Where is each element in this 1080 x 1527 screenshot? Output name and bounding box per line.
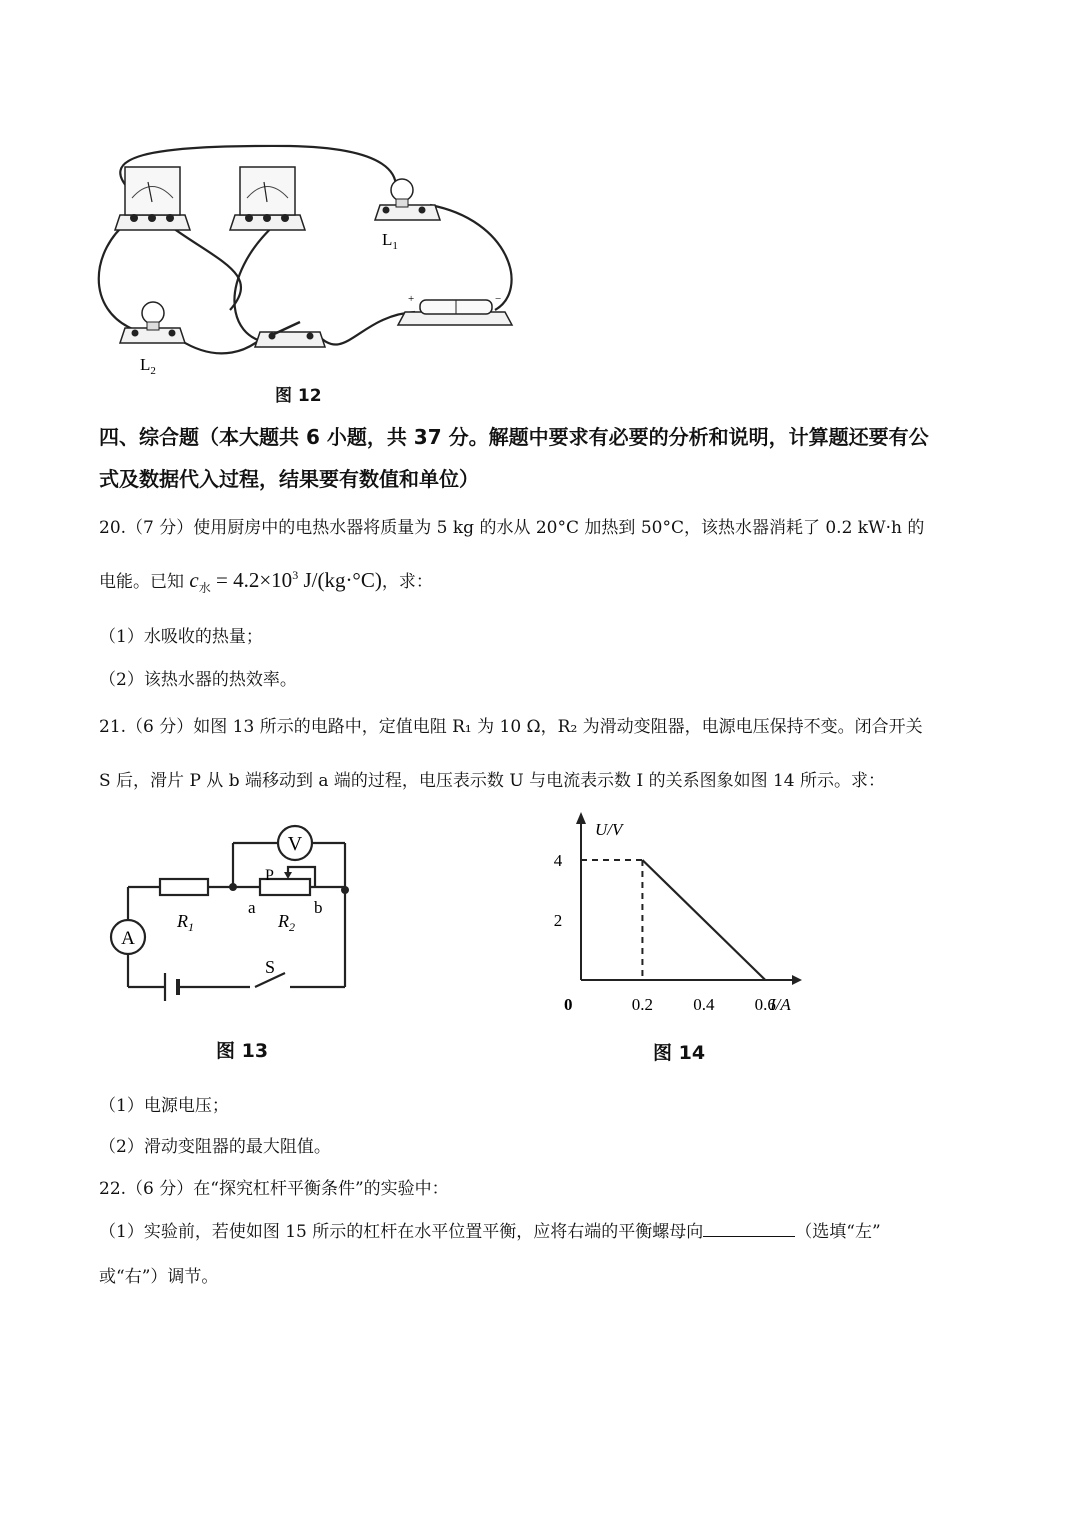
label-switch-s: S [265, 957, 276, 977]
q21-sub1: （1）电源电压； [99, 1096, 229, 1116]
svg-text:A: A [121, 928, 135, 949]
figure-14-caption: 图 14 [653, 1042, 706, 1064]
label-l1: $L_1$ [382, 230, 398, 252]
bulb-l1 [375, 179, 440, 220]
q20-formula: $c_水 = 4.2\times 10^3$ J/(kg·°C) [189, 568, 382, 596]
battery-symbol [165, 973, 178, 1001]
voltmeter-device [230, 167, 305, 230]
label-r1: $R_1$ [177, 911, 194, 934]
q20-sub1: （1）水吸收的热量； [99, 627, 263, 647]
svg-text:V: V [287, 833, 303, 855]
svg-text:−: − [495, 293, 502, 305]
q20-line2: 电能。已知 $c_水 = 4.2\times 10^3$ J/(kg·°C)，求： [99, 568, 433, 596]
q22-sub1-line2: 或“右”）调节。 [99, 1267, 219, 1287]
q21-sub2: （2）滑动变阻器的最大阻值。 [99, 1137, 331, 1157]
label-l2: $L_2$ [140, 355, 156, 377]
q20-sub2: （2）该热水器的热效率。 [99, 670, 297, 690]
x-tick-label: 0.4 [693, 995, 715, 1014]
figure-12-caption: 图 12 [275, 386, 322, 406]
origin-label: 0 [564, 995, 573, 1014]
ammeter-device [115, 167, 190, 230]
x-tick-label: 0.6 [754, 995, 776, 1014]
q21-line1: 21.（6 分）如图 13 所示的电路中，定值电阻 R₁ 为 10 Ω，R₂ 为滑动变阻器，电源电压保持不变。闭合开关 [99, 717, 923, 737]
svg-text:+: + [408, 293, 415, 305]
label-slider-p: P [265, 867, 274, 884]
y-tick-label: 2 [553, 911, 563, 930]
y-axis-label: U/V [595, 820, 623, 839]
section-title-line1: 四、综合题（本大题共 6 小题，共 37 分。解题中要求有必要的分析和说明，计算题还要有公 [99, 425, 929, 449]
figure-13-circuit [100, 815, 370, 1005]
x-tick-label: 0.2 [631, 995, 654, 1014]
q22-line1: 22.（6 分）在“探究杠杆平衡条件”的实验中： [99, 1179, 449, 1199]
label-end-b: b [314, 898, 323, 917]
figure-13-caption: 图 13 [216, 1040, 269, 1062]
ammeter-symbol [111, 920, 145, 954]
x-axis-label: I/A [770, 995, 791, 1014]
r1-resistor [160, 879, 208, 895]
switch-device [255, 322, 325, 347]
answer-blank[interactable] [703, 1218, 795, 1237]
figure-12-circuit [90, 140, 540, 380]
q21-line2: S 后，滑片 P 从 b 端移动到 a 端的过程，电压表示数 U 与电流表示数 I 的关系图象如图 14 所示。求： [99, 771, 886, 791]
series-line-0 [642, 860, 765, 980]
q22-sub1: （1）实验前，若使如图 15 所示的杠杆在水平位置平衡，应将右端的平衡螺母向 （选填“左” [99, 1217, 881, 1242]
label-r2: $R_2$ [278, 911, 295, 934]
label-end-a: a [248, 898, 256, 917]
figure-14-graph [540, 810, 820, 1020]
voltmeter-symbol [278, 826, 312, 860]
section-title-line2: 式及数据代入过程，结果要有数值和单位） [99, 467, 479, 491]
bulb-l2 [120, 302, 185, 343]
q20-line1: 20.（7 分）使用厨房中的电热水器将质量为 5 kg 的水从 20°C 加热到 50°C，该热水器消耗了 0.2 kW·h 的 [99, 518, 925, 538]
y-tick-label: 4 [553, 851, 563, 870]
